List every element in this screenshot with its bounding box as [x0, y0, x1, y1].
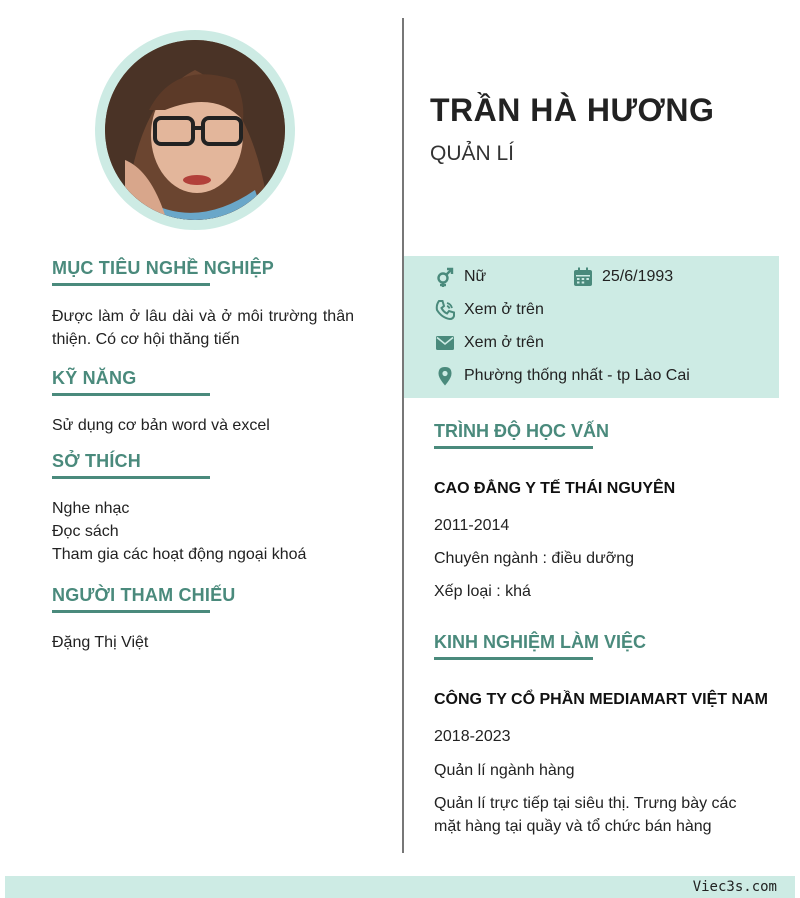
- contact-address: [434, 365, 690, 387]
- column-divider: [402, 18, 404, 853]
- contact-phone: [434, 299, 544, 321]
- education-title: TRÌNH ĐỘ HỌC VẤN: [434, 421, 593, 449]
- education-grade: Xếp loại : khá: [434, 583, 531, 600]
- footer-bar: [5, 876, 795, 898]
- experience-description: Quản lí trực tiếp tại siêu thị. Trưng bày các mặt hàng tại quầy và tổ chức bán hàng: [434, 795, 737, 835]
- objective-section: [52, 258, 354, 351]
- avatar: [105, 40, 285, 220]
- location-icon: [434, 365, 456, 387]
- hobbies-list: [52, 497, 354, 566]
- full-name: TRẦN HÀ HƯƠNG: [430, 92, 715, 128]
- contact-birthday: [572, 266, 673, 288]
- hobby-item: Tham gia các hoạt động ngoại khoá: [52, 546, 307, 563]
- education-major: Chuyên ngành : điều dưỡng: [434, 550, 635, 567]
- hobby-item: Nghe nhạc: [52, 500, 130, 517]
- email-icon: [434, 332, 456, 354]
- footer-brand[interactable]: Viec3s.com: [692, 879, 777, 895]
- hobby-item: Đọc sách: [52, 523, 119, 540]
- email-value: Xem ở trên: [464, 334, 544, 351]
- education-period: 2011-2014: [434, 517, 510, 534]
- birthday-value: 25/6/1993: [602, 268, 674, 285]
- reference-text: Đặng Thị Việt: [52, 634, 149, 651]
- experience-section: [434, 632, 647, 660]
- experience-title: KINH NGHIỆM LÀM VIỆC: [434, 632, 593, 660]
- contact-gender: [434, 266, 486, 288]
- reference-section: [52, 585, 354, 654]
- reference-title: NGƯỜI THAM CHIẾU: [52, 585, 210, 613]
- hobbies-section: [52, 451, 354, 566]
- skills-section: [52, 368, 354, 437]
- skills-text: Sử dụng cơ bản word và excel: [52, 417, 270, 434]
- skills-title: KỸ NĂNG: [52, 368, 210, 396]
- company-name: CÔNG TY CỔ PHẦN MEDIAMART VIỆT NAM: [434, 691, 768, 708]
- experience-period: 2018-2023: [434, 728, 511, 745]
- calendar-icon: [572, 266, 594, 288]
- avatar-ring: [95, 30, 295, 230]
- hobbies-title: SỞ THÍCH: [52, 451, 210, 479]
- objective-text: Được làm ở lâu dài và ở môi trường thân thiện. Có cơ hội thăng tiến: [52, 308, 354, 348]
- job-role: QUẢN LÍ: [430, 142, 515, 165]
- gender-icon: [434, 266, 456, 288]
- gender-value: Nữ: [464, 268, 487, 285]
- education-section: [434, 421, 609, 449]
- phone-icon: [434, 299, 456, 321]
- phone-value: Xem ở trên: [464, 301, 544, 318]
- contact-box: [404, 256, 779, 398]
- objective-title: MỤC TIÊU NGHỀ NGHIỆP: [52, 258, 210, 286]
- address-value: Phường thống nhất - tp Lào Cai: [464, 367, 690, 384]
- contact-email: [434, 332, 544, 354]
- school-name: CAO ĐẲNG Y TẾ THÁI NGUYÊN: [434, 480, 676, 497]
- experience-position: Quản lí ngành hàng: [434, 762, 575, 779]
